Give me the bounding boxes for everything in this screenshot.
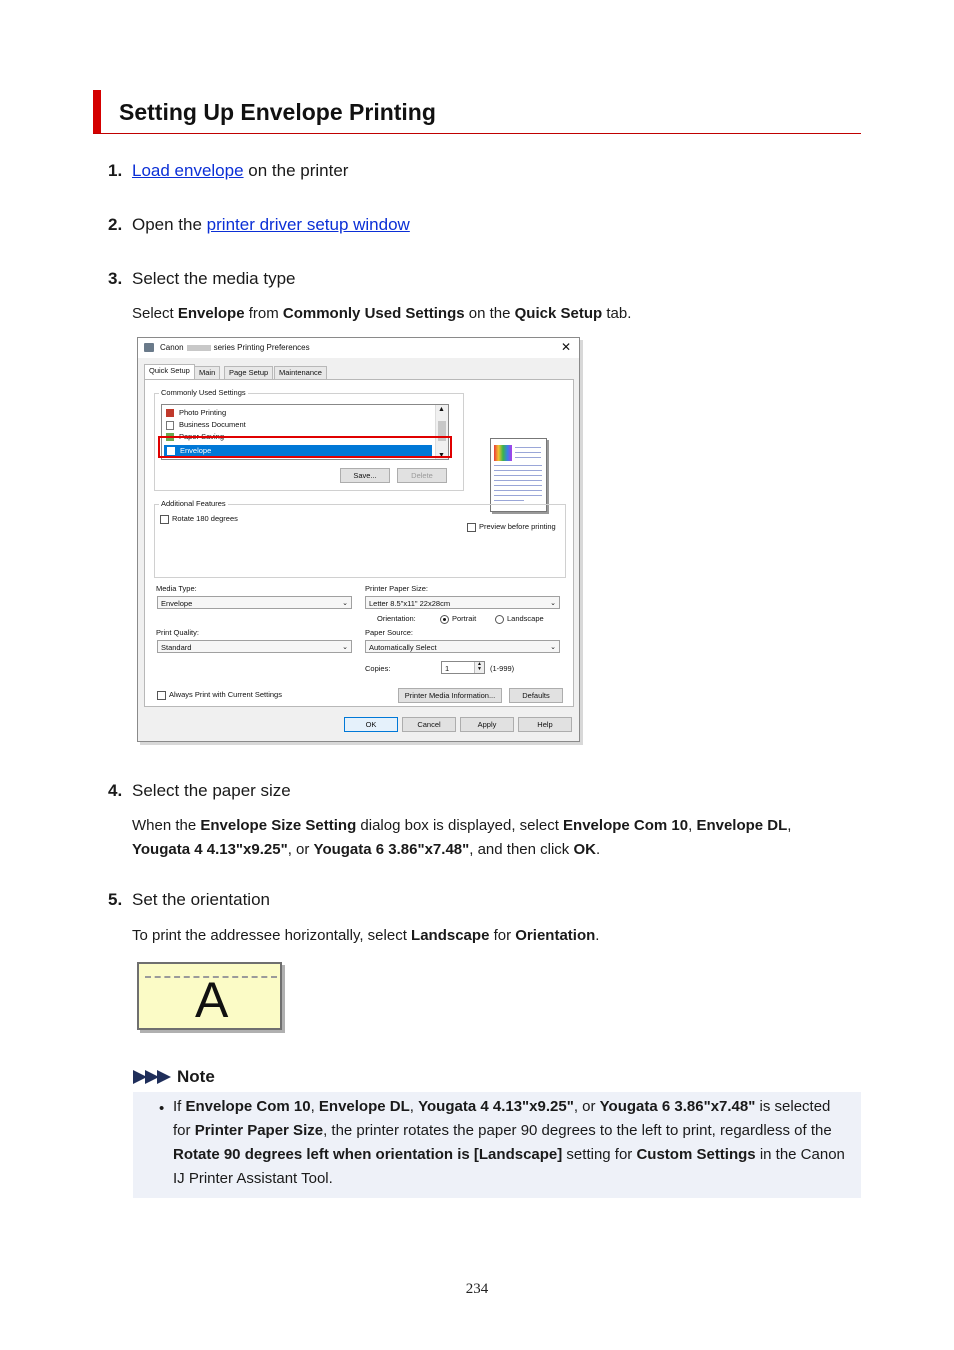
- commonly-used-group: Commonly Used Settings Photo Printing Business Document Paper Saving Envelope ▲ ▼ Save... Delete: [154, 393, 464, 491]
- print-quality-select[interactable]: Standard ⌄: [157, 640, 352, 653]
- printer-paper-size-select[interactable]: Letter 8.5"x11" 22x28cm ⌄: [365, 596, 560, 609]
- page-number: 234: [465, 1281, 489, 1297]
- paper-source-select[interactable]: Automatically Select ⌄: [365, 640, 560, 653]
- tab-quick-setup[interactable]: Quick Setup: [144, 364, 195, 380]
- tab-main[interactable]: Main: [194, 366, 220, 379]
- step-2: [108, 215, 410, 235]
- note-title: Note: [177, 1067, 215, 1086]
- list-item-envelope-selected[interactable]: Envelope: [164, 445, 432, 457]
- media-type-select[interactable]: Envelope ⌄: [157, 596, 352, 609]
- copies-label: Copies:: [365, 664, 391, 673]
- list-item[interactable]: Paper Saving: [166, 431, 224, 443]
- envelope-highlight-box: [158, 436, 452, 458]
- dialog-title-brand: Canon: [160, 343, 184, 352]
- orientation-label: Orientation:: [377, 614, 416, 623]
- load-envelope-link[interactable]: Load envelope: [132, 161, 244, 180]
- step-text: Select the paper size: [132, 781, 291, 800]
- page-title: Setting Up Envelope Printing: [119, 99, 436, 125]
- section-heading: [93, 90, 861, 134]
- delete-button[interactable]: Delete: [397, 468, 447, 483]
- list-item[interactable]: Business Document: [166, 419, 246, 431]
- help-button[interactable]: Help: [518, 717, 572, 732]
- step-3-description: Select Envelope from Commonly Used Settings on the Quick Setup tab.: [132, 305, 632, 322]
- paper-source-label: Paper Source:: [365, 628, 413, 637]
- step-text: Select the media type: [132, 269, 296, 288]
- step-number: 5.: [108, 890, 123, 909]
- cancel-button[interactable]: Cancel: [402, 717, 456, 732]
- save-button[interactable]: Save...: [340, 468, 390, 483]
- step-number: 3.: [108, 269, 123, 288]
- defaults-button[interactable]: Defaults: [509, 688, 563, 703]
- heading-accent-bar: [93, 90, 101, 133]
- step-5: [108, 890, 270, 910]
- printer-icon: [144, 343, 154, 352]
- chevron-down-icon: ⌄: [342, 600, 348, 607]
- step-4: [108, 781, 291, 801]
- chevron-down-icon: ▼: [438, 452, 445, 459]
- printer-driver-setup-link[interactable]: printer driver setup window: [206, 215, 410, 234]
- chevron-down-icon: ⌄: [550, 644, 556, 651]
- bullet: •: [159, 1100, 165, 1117]
- document-icon: [166, 421, 174, 430]
- close-icon[interactable]: ✕: [560, 340, 571, 354]
- step-number: 4.: [108, 781, 123, 800]
- step-3: [108, 269, 295, 289]
- preview-before-printing-checkbox[interactable]: Preview before printing: [467, 522, 556, 532]
- printer-media-information-button[interactable]: Printer Media Information...: [398, 688, 502, 703]
- step-number: 1.: [108, 161, 123, 180]
- print-preview-thumbnail: [490, 438, 547, 512]
- landscape-radio[interactable]: Landscape: [495, 614, 544, 624]
- step-1: [108, 161, 348, 181]
- chevron-down-icon: ⌄: [550, 600, 556, 607]
- quick-setup-panel: [144, 379, 574, 707]
- step-5-description: To print the addressee horizontally, select Landscape for Orientation.: [132, 927, 600, 944]
- rotate-180-checkbox[interactable]: Rotate 180 degrees: [160, 514, 238, 524]
- tab-maintenance[interactable]: Maintenance: [274, 366, 327, 379]
- step-text: on the printer: [243, 161, 349, 180]
- redacted-model: [187, 345, 211, 351]
- media-type-label: Media Type:: [156, 584, 197, 593]
- step-4-description: When the Envelope Size Setting dialog box is displayed, select Envelope Com 10, Envelope DL, Yougata 4 4.13"x9.25", or Yougata 6 3.86"x7.48", and then click OK.: [132, 817, 792, 858]
- note-box: [133, 1092, 861, 1198]
- note-text: If Envelope Com 10, Envelope DL, Yougata 4 4.13"x9.25", or Yougata 6 3.86"x7.48" is selected for Printer Paper Size, the printer rotates the paper 90 degrees to the left to print, regardless of the Rotate 90 degrees left when orientation is [Landscape] setting for Custom Settings in the Canon IJ Printer Assistant Tool.: [173, 1098, 845, 1187]
- always-print-checkbox[interactable]: Always Print with Current Settings: [157, 690, 282, 700]
- copies-range: (1-999): [490, 664, 515, 673]
- list-item[interactable]: Photo Printing: [166, 407, 226, 419]
- photo-icon: [166, 409, 174, 417]
- apply-button[interactable]: Apply: [460, 717, 514, 732]
- print-quality-label: Print Quality:: [156, 628, 199, 637]
- ok-button[interactable]: OK: [344, 717, 398, 732]
- step-text: Set the orientation: [132, 890, 270, 909]
- step-text: Open the: [132, 215, 207, 234]
- chevron-up-icon: ▲: [438, 406, 445, 413]
- step-number: 2.: [108, 215, 123, 234]
- portrait-radio[interactable]: Portrait: [440, 614, 476, 624]
- dialog-titlebar: [138, 338, 579, 358]
- additional-features-group: Additional Features Rotate 180 degrees: [154, 504, 566, 578]
- landscape-envelope-illustration: [137, 962, 282, 1030]
- copies-stepper[interactable]: 1 ▲ ▼: [441, 661, 485, 674]
- chevron-down-icon: ⌄: [342, 644, 348, 651]
- printer-paper-size-label: Printer Paper Size:: [365, 584, 428, 593]
- dialog-title: series Printing Preferences: [213, 343, 310, 352]
- chevron-right-icon: [157, 1070, 171, 1084]
- spin-arrows-icon: ▲ ▼: [474, 662, 484, 673]
- envelope-letter: A: [195, 972, 229, 1028]
- printing-preferences-dialog: [137, 337, 580, 742]
- tab-page-setup[interactable]: Page Setup: [224, 366, 273, 379]
